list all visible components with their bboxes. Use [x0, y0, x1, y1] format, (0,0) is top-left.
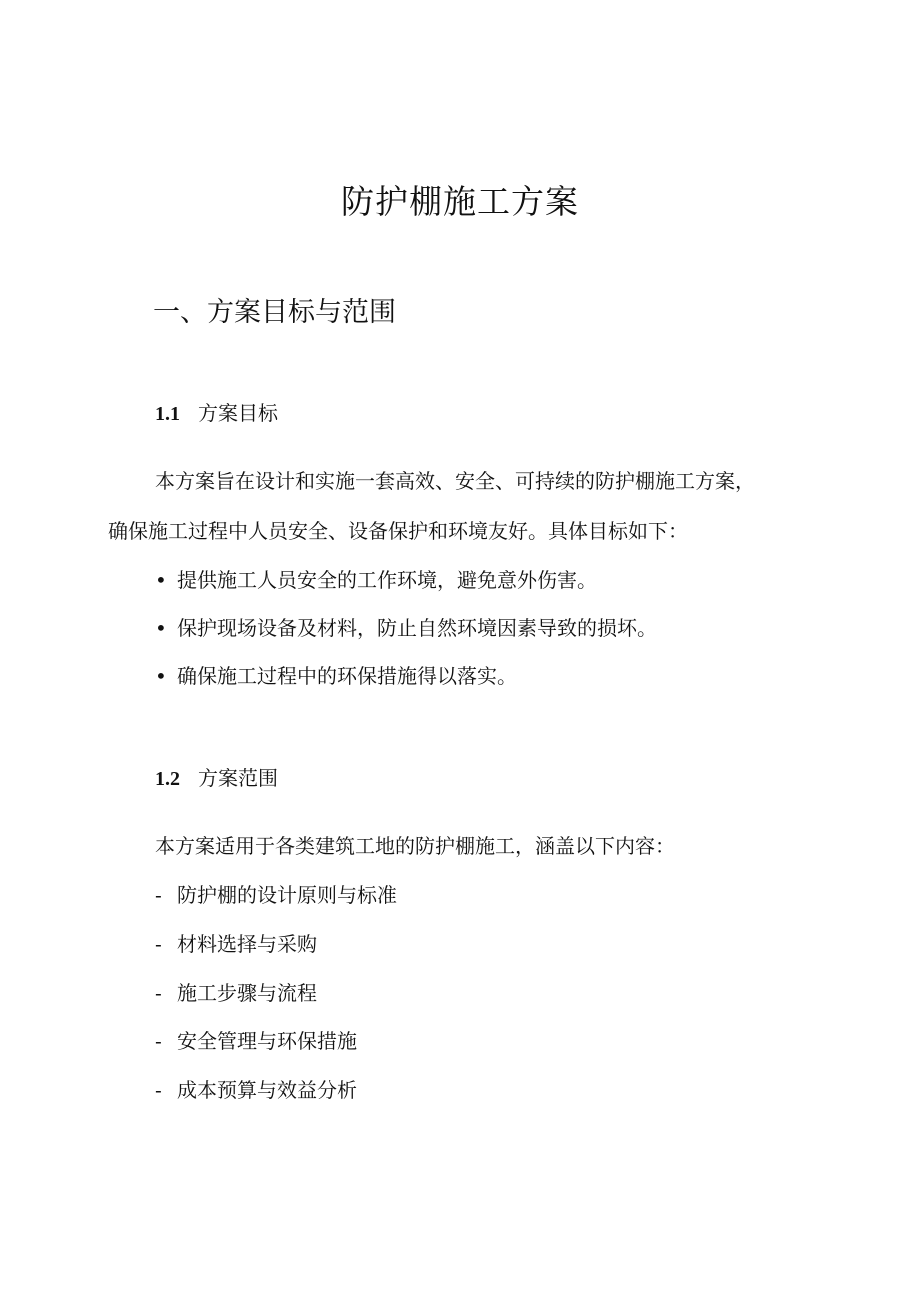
subsection-heading-1-1: [155, 398, 278, 429]
dash-marker: -: [155, 1078, 162, 1102]
list-item: [155, 929, 317, 959]
dash-item-text: 防护棚的设计原则与标准: [177, 883, 397, 907]
subsection-title: 方案目标: [198, 401, 278, 425]
subsection-number: 1.2: [155, 768, 180, 790]
list-item: [155, 880, 397, 910]
list-item: [155, 565, 597, 595]
dash-marker: -: [155, 1029, 162, 1053]
bullet-marker: •: [155, 568, 167, 592]
dash-item-text: 成本预算与效益分析: [177, 1078, 357, 1102]
dash-marker: -: [155, 932, 162, 956]
subsection-number: 1.1: [155, 403, 180, 425]
bullet-text: 保护现场设备及材料，防止自然环境因素导致的损坏。: [177, 616, 657, 640]
dash-item-text: 安全管理与环保措施: [177, 1029, 357, 1053]
dash-marker: -: [155, 883, 162, 907]
section-heading-1: 一、方案目标与范围: [153, 297, 396, 328]
bullet-marker: •: [155, 616, 167, 640]
objective-intro-line-2: 确保施工过程中人员安全、设备保护和环境友好。具体目标如下：: [108, 519, 688, 543]
subsection-title: 方案范围: [198, 766, 278, 790]
dash-item-text: 材料选择与采购: [177, 932, 317, 956]
list-item: [155, 613, 657, 643]
bullet-text: 确保施工过程中的环保措施得以落实。: [177, 664, 517, 688]
dash-marker: -: [155, 981, 162, 1005]
list-item: [155, 661, 517, 691]
subsection-heading-1-2: [155, 763, 278, 794]
list-item: [155, 1026, 357, 1056]
list-item: [155, 978, 317, 1008]
bullet-marker: •: [155, 664, 167, 688]
list-item: [155, 1075, 357, 1105]
document-title: 防护棚施工方案: [341, 182, 579, 221]
scope-intro: 本方案适用于各类建筑工地的防护棚施工，涵盖以下内容：: [155, 834, 675, 858]
objective-intro-line-1: 本方案旨在设计和实施一套高效、安全、可持续的防护棚施工方案，: [155, 469, 755, 493]
dash-item-text: 施工步骤与流程: [177, 981, 317, 1005]
bullet-text: 提供施工人员安全的工作环境，避免意外伤害。: [177, 568, 597, 592]
